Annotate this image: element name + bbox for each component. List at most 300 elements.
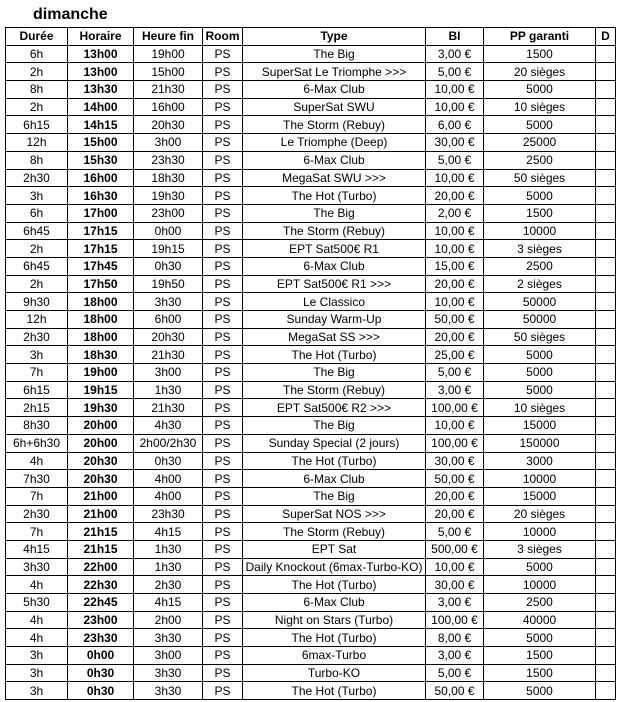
- col-header-bi: BI: [426, 28, 484, 46]
- cell-pp-garanti: 5000: [484, 364, 596, 382]
- table-row: [6, 487, 616, 505]
- cell-type: MegaSat SWU >>>: [243, 169, 426, 187]
- cell-duree: 2h: [6, 63, 68, 81]
- cell-duree: 2h30: [6, 169, 68, 187]
- cell-heure-fin: 2h00/2h30: [134, 434, 203, 452]
- table-row: [6, 540, 616, 558]
- cell-pp-garanti: 15000: [484, 417, 596, 435]
- cell-type: SuperSat NOS >>>: [243, 505, 426, 523]
- cell-heure-fin: 3h00: [134, 364, 203, 382]
- cell-type: The Big: [243, 364, 426, 382]
- cell-pp-garanti: 10000: [484, 523, 596, 541]
- cell-d: [596, 81, 616, 99]
- cell-duree: 3h: [6, 187, 68, 205]
- cell-duree: 3h: [6, 664, 68, 682]
- cell-room: PS: [203, 81, 243, 99]
- cell-duree: 6h: [6, 45, 68, 63]
- cell-d: [596, 275, 616, 293]
- cell-room: PS: [203, 487, 243, 505]
- cell-bi: 3,00 €: [426, 45, 484, 63]
- cell-pp-garanti: 5000: [484, 116, 596, 134]
- cell-room: PS: [203, 470, 243, 488]
- cell-type: EPT Sat500€ R1 >>>: [243, 275, 426, 293]
- cell-horaire: 0h00: [68, 647, 134, 665]
- cell-room: PS: [203, 134, 243, 152]
- cell-d: [596, 151, 616, 169]
- cell-horaire: 18h00: [68, 311, 134, 329]
- cell-d: [596, 558, 616, 576]
- cell-horaire: 20h00: [68, 417, 134, 435]
- cell-type: The Storm (Rebuy): [243, 222, 426, 240]
- cell-room: PS: [203, 151, 243, 169]
- cell-heure-fin: 21h30: [134, 81, 203, 99]
- cell-d: [596, 204, 616, 222]
- cell-heure-fin: 3h00: [134, 647, 203, 665]
- cell-room: PS: [203, 187, 243, 205]
- cell-heure-fin: 1h30: [134, 381, 203, 399]
- cell-bi: 5,00 €: [426, 364, 484, 382]
- cell-type: Daily Knockout (6max-Turbo-KO): [243, 558, 426, 576]
- cell-horaire: 21h00: [68, 487, 134, 505]
- cell-heure-fin: 16h00: [134, 98, 203, 116]
- cell-pp-garanti: 2500: [484, 257, 596, 275]
- cell-horaire: 21h00: [68, 505, 134, 523]
- cell-type: 6-Max Club: [243, 257, 426, 275]
- cell-d: [596, 63, 616, 81]
- cell-pp-garanti: 5000: [484, 187, 596, 205]
- cell-room: PS: [203, 629, 243, 647]
- cell-room: PS: [203, 682, 243, 700]
- cell-d: [596, 116, 616, 134]
- cell-bi: 8,00 €: [426, 629, 484, 647]
- cell-room: PS: [203, 257, 243, 275]
- cell-room: PS: [203, 63, 243, 81]
- table-row: [6, 45, 616, 63]
- cell-bi: 10,00 €: [426, 558, 484, 576]
- table-row: [6, 523, 616, 541]
- cell-bi: 10,00 €: [426, 293, 484, 311]
- cell-d: [596, 540, 616, 558]
- cell-room: PS: [203, 45, 243, 63]
- cell-heure-fin: 23h30: [134, 151, 203, 169]
- cell-horaire: 19h15: [68, 381, 134, 399]
- header-row: [6, 28, 616, 46]
- table-row: [6, 576, 616, 594]
- cell-room: PS: [203, 576, 243, 594]
- cell-pp-garanti: 50000: [484, 293, 596, 311]
- cell-room: PS: [203, 364, 243, 382]
- table-row: [6, 682, 616, 700]
- cell-bi: 5,00 €: [426, 523, 484, 541]
- cell-d: [596, 523, 616, 541]
- cell-duree: 4h: [6, 452, 68, 470]
- cell-type: 6-Max Club: [243, 151, 426, 169]
- cell-type: The Hot (Turbo): [243, 629, 426, 647]
- cell-pp-garanti: 3 sièges: [484, 240, 596, 258]
- cell-d: [596, 470, 616, 488]
- cell-horaire: 15h30: [68, 151, 134, 169]
- cell-type: The Hot (Turbo): [243, 576, 426, 594]
- cell-horaire: 18h30: [68, 346, 134, 364]
- cell-duree: 4h: [6, 611, 68, 629]
- cell-room: PS: [203, 381, 243, 399]
- schedule-table: [5, 27, 616, 700]
- cell-pp-garanti: 1500: [484, 45, 596, 63]
- cell-pp-garanti: 1500: [484, 204, 596, 222]
- table-row: [6, 611, 616, 629]
- cell-bi: 10,00 €: [426, 169, 484, 187]
- cell-heure-fin: 1h30: [134, 558, 203, 576]
- cell-type: 6-Max Club: [243, 81, 426, 99]
- table-row: [6, 346, 616, 364]
- cell-bi: 20,00 €: [426, 328, 484, 346]
- cell-type: Turbo-KO: [243, 664, 426, 682]
- cell-bi: 5,00 €: [426, 664, 484, 682]
- cell-duree: 7h: [6, 364, 68, 382]
- cell-bi: 2,00 €: [426, 204, 484, 222]
- cell-type: Night on Stars (Turbo): [243, 611, 426, 629]
- cell-room: PS: [203, 346, 243, 364]
- cell-horaire: 20h00: [68, 434, 134, 452]
- table-row: [6, 169, 616, 187]
- cell-duree: 5h30: [6, 594, 68, 612]
- cell-d: [596, 240, 616, 258]
- cell-pp-garanti: 5000: [484, 381, 596, 399]
- cell-duree: 3h: [6, 647, 68, 665]
- cell-horaire: 19h00: [68, 364, 134, 382]
- cell-d: [596, 647, 616, 665]
- cell-horaire: 20h30: [68, 470, 134, 488]
- cell-pp-garanti: 2 sièges: [484, 275, 596, 293]
- table-row: [6, 505, 616, 523]
- cell-room: PS: [203, 523, 243, 541]
- cell-d: [596, 452, 616, 470]
- day-title: dimanche: [33, 6, 108, 23]
- cell-pp-garanti: 25000: [484, 134, 596, 152]
- cell-heure-fin: 18h30: [134, 169, 203, 187]
- table-row: [6, 151, 616, 169]
- cell-type: The Hot (Turbo): [243, 682, 426, 700]
- table-row: [6, 222, 616, 240]
- cell-room: PS: [203, 434, 243, 452]
- cell-duree: 6h45: [6, 257, 68, 275]
- cell-heure-fin: 4h15: [134, 523, 203, 541]
- cell-room: PS: [203, 98, 243, 116]
- cell-pp-garanti: 3000: [484, 452, 596, 470]
- table-row: [6, 240, 616, 258]
- cell-bi: 6,00 €: [426, 116, 484, 134]
- table-row: [6, 328, 616, 346]
- cell-bi: 15,00 €: [426, 257, 484, 275]
- col-header-pp-garanti: PP garanti: [484, 28, 596, 46]
- cell-heure-fin: 23h00: [134, 204, 203, 222]
- table-row: [6, 311, 616, 329]
- cell-pp-garanti: 10000: [484, 470, 596, 488]
- cell-duree: 6h+6h30: [6, 434, 68, 452]
- table-row: [6, 399, 616, 417]
- cell-d: [596, 222, 616, 240]
- cell-d: [596, 257, 616, 275]
- cell-pp-garanti: 1500: [484, 664, 596, 682]
- cell-bi: 30,00 €: [426, 576, 484, 594]
- table-row: [6, 381, 616, 399]
- cell-duree: 6h15: [6, 116, 68, 134]
- cell-horaire: 13h00: [68, 45, 134, 63]
- cell-pp-garanti: 5000: [484, 81, 596, 99]
- table-row: [6, 134, 616, 152]
- cell-duree: 7h: [6, 487, 68, 505]
- cell-room: PS: [203, 204, 243, 222]
- cell-bi: 3,00 €: [426, 594, 484, 612]
- cell-duree: 2h30: [6, 505, 68, 523]
- cell-heure-fin: 4h15: [134, 594, 203, 612]
- cell-d: [596, 45, 616, 63]
- cell-horaire: 17h15: [68, 240, 134, 258]
- cell-type: The Big: [243, 487, 426, 505]
- cell-horaire: 22h30: [68, 576, 134, 594]
- cell-heure-fin: 20h30: [134, 116, 203, 134]
- cell-bi: 500,00 €: [426, 540, 484, 558]
- cell-type: 6-Max Club: [243, 470, 426, 488]
- cell-type: Sunday Warm-Up: [243, 311, 426, 329]
- cell-bi: 100,00 €: [426, 434, 484, 452]
- cell-d: [596, 169, 616, 187]
- cell-room: PS: [203, 328, 243, 346]
- cell-room: PS: [203, 275, 243, 293]
- cell-d: [596, 381, 616, 399]
- cell-duree: 3h30: [6, 558, 68, 576]
- cell-horaire: 23h30: [68, 629, 134, 647]
- cell-pp-garanti: 3 sièges: [484, 540, 596, 558]
- cell-room: PS: [203, 611, 243, 629]
- cell-heure-fin: 23h30: [134, 505, 203, 523]
- cell-bi: 50,00 €: [426, 311, 484, 329]
- cell-duree: 6h: [6, 204, 68, 222]
- table-row: [6, 293, 616, 311]
- cell-bi: 10,00 €: [426, 417, 484, 435]
- cell-heure-fin: 4h30: [134, 417, 203, 435]
- table-row: [6, 417, 616, 435]
- cell-duree: 6h15: [6, 381, 68, 399]
- col-header-d: D: [596, 28, 616, 46]
- cell-d: [596, 134, 616, 152]
- cell-bi: 50,00 €: [426, 682, 484, 700]
- cell-room: PS: [203, 505, 243, 523]
- cell-room: PS: [203, 558, 243, 576]
- cell-duree: 2h15: [6, 399, 68, 417]
- cell-pp-garanti: 5000: [484, 346, 596, 364]
- cell-pp-garanti: 15000: [484, 487, 596, 505]
- cell-bi: 50,00 €: [426, 470, 484, 488]
- cell-d: [596, 434, 616, 452]
- cell-pp-garanti: 10000: [484, 576, 596, 594]
- cell-horaire: 0h30: [68, 664, 134, 682]
- cell-room: PS: [203, 417, 243, 435]
- cell-horaire: 16h30: [68, 187, 134, 205]
- cell-d: [596, 629, 616, 647]
- cell-pp-garanti: 10 sièges: [484, 399, 596, 417]
- cell-type: EPT Sat500€ R2 >>>: [243, 399, 426, 417]
- cell-pp-garanti: 2500: [484, 594, 596, 612]
- cell-horaire: 0h30: [68, 682, 134, 700]
- cell-bi: 100,00 €: [426, 611, 484, 629]
- cell-d: [596, 187, 616, 205]
- cell-type: Sunday Special (2 jours): [243, 434, 426, 452]
- cell-heure-fin: 20h30: [134, 328, 203, 346]
- table-row: [6, 81, 616, 99]
- cell-horaire: 17h15: [68, 222, 134, 240]
- cell-horaire: 20h30: [68, 452, 134, 470]
- cell-pp-garanti: 5000: [484, 682, 596, 700]
- cell-bi: 20,00 €: [426, 487, 484, 505]
- cell-pp-garanti: 10000: [484, 222, 596, 240]
- cell-duree: 7h: [6, 523, 68, 541]
- table-row: [6, 63, 616, 81]
- cell-horaire: 19h30: [68, 399, 134, 417]
- cell-bi: 10,00 €: [426, 98, 484, 116]
- cell-heure-fin: 3h30: [134, 629, 203, 647]
- cell-room: PS: [203, 169, 243, 187]
- cell-duree: 7h30: [6, 470, 68, 488]
- cell-d: [596, 576, 616, 594]
- cell-heure-fin: 2h30: [134, 576, 203, 594]
- cell-horaire: 21h15: [68, 540, 134, 558]
- cell-duree: 2h: [6, 275, 68, 293]
- cell-d: [596, 364, 616, 382]
- cell-heure-fin: 19h30: [134, 187, 203, 205]
- cell-heure-fin: 3h30: [134, 664, 203, 682]
- cell-type: 6max-Turbo: [243, 647, 426, 665]
- cell-duree: 2h30: [6, 328, 68, 346]
- cell-type: The Hot (Turbo): [243, 187, 426, 205]
- cell-bi: 5,00 €: [426, 151, 484, 169]
- cell-pp-garanti: 40000: [484, 611, 596, 629]
- cell-room: PS: [203, 664, 243, 682]
- cell-horaire: 15h00: [68, 134, 134, 152]
- cell-duree: 8h: [6, 151, 68, 169]
- table-row: [6, 594, 616, 612]
- cell-duree: 3h: [6, 682, 68, 700]
- cell-d: [596, 399, 616, 417]
- col-header-type: Type: [243, 28, 426, 46]
- cell-room: PS: [203, 452, 243, 470]
- cell-heure-fin: 0h30: [134, 257, 203, 275]
- cell-room: PS: [203, 540, 243, 558]
- cell-d: [596, 98, 616, 116]
- cell-type: The Big: [243, 45, 426, 63]
- cell-pp-garanti: 50 sièges: [484, 169, 596, 187]
- cell-d: [596, 505, 616, 523]
- cell-d: [596, 487, 616, 505]
- table-row: [6, 275, 616, 293]
- cell-d: [596, 328, 616, 346]
- table-row: [6, 364, 616, 382]
- cell-heure-fin: 4h00: [134, 487, 203, 505]
- cell-heure-fin: 21h30: [134, 346, 203, 364]
- cell-type: The Storm (Rebuy): [243, 381, 426, 399]
- cell-heure-fin: 2h00: [134, 611, 203, 629]
- cell-bi: 3,00 €: [426, 381, 484, 399]
- cell-heure-fin: 3h30: [134, 293, 203, 311]
- cell-type: The Hot (Turbo): [243, 346, 426, 364]
- cell-type: Le Triomphe (Deep): [243, 134, 426, 152]
- table-row: [6, 434, 616, 452]
- cell-horaire: 21h15: [68, 523, 134, 541]
- cell-type: The Big: [243, 204, 426, 222]
- cell-heure-fin: 6h00: [134, 311, 203, 329]
- cell-bi: 20,00 €: [426, 275, 484, 293]
- table-row: [6, 98, 616, 116]
- table-row: [6, 204, 616, 222]
- cell-type: SuperSat SWU: [243, 98, 426, 116]
- cell-room: PS: [203, 594, 243, 612]
- cell-pp-garanti: 150000: [484, 434, 596, 452]
- cell-heure-fin: 0h30: [134, 452, 203, 470]
- cell-pp-garanti: 20 sièges: [484, 505, 596, 523]
- cell-d: [596, 417, 616, 435]
- cell-d: [596, 611, 616, 629]
- cell-bi: 20,00 €: [426, 187, 484, 205]
- col-header-duree: Durée: [6, 28, 68, 46]
- cell-bi: 30,00 €: [426, 134, 484, 152]
- cell-type: EPT Sat: [243, 540, 426, 558]
- cell-heure-fin: 19h15: [134, 240, 203, 258]
- cell-pp-garanti: 5000: [484, 629, 596, 647]
- cell-bi: 10,00 €: [426, 222, 484, 240]
- cell-heure-fin: 1h30: [134, 540, 203, 558]
- cell-horaire: 16h00: [68, 169, 134, 187]
- cell-horaire: 18h00: [68, 328, 134, 346]
- table-row: [6, 470, 616, 488]
- cell-horaire: 22h00: [68, 558, 134, 576]
- cell-duree: 4h: [6, 629, 68, 647]
- table-row: [6, 257, 616, 275]
- cell-horaire: 14h15: [68, 116, 134, 134]
- cell-room: PS: [203, 399, 243, 417]
- cell-duree: 4h15: [6, 540, 68, 558]
- table-row: [6, 558, 616, 576]
- cell-type: SuperSat Le Triomphe >>>: [243, 63, 426, 81]
- cell-duree: 2h: [6, 240, 68, 258]
- cell-d: [596, 311, 616, 329]
- cell-duree: 8h: [6, 81, 68, 99]
- col-header-heure-fin: Heure fin: [134, 28, 203, 46]
- cell-bi: 3,00 €: [426, 647, 484, 665]
- cell-heure-fin: 19h00: [134, 45, 203, 63]
- cell-pp-garanti: 10 sièges: [484, 98, 596, 116]
- cell-room: PS: [203, 311, 243, 329]
- cell-heure-fin: 21h30: [134, 399, 203, 417]
- cell-type: The Storm (Rebuy): [243, 116, 426, 134]
- cell-heure-fin: 15h00: [134, 63, 203, 81]
- cell-type: The Big: [243, 417, 426, 435]
- cell-horaire: 17h45: [68, 257, 134, 275]
- cell-room: PS: [203, 240, 243, 258]
- cell-heure-fin: 19h50: [134, 275, 203, 293]
- col-header-horaire: Horaire: [68, 28, 134, 46]
- table-row: [6, 116, 616, 134]
- cell-pp-garanti: 50 sièges: [484, 328, 596, 346]
- cell-bi: 30,00 €: [426, 452, 484, 470]
- cell-bi: 100,00 €: [426, 399, 484, 417]
- cell-room: PS: [203, 293, 243, 311]
- cell-horaire: 14h00: [68, 98, 134, 116]
- cell-room: PS: [203, 222, 243, 240]
- cell-duree: 6h45: [6, 222, 68, 240]
- cell-duree: 9h30: [6, 293, 68, 311]
- cell-duree: 8h30: [6, 417, 68, 435]
- cell-pp-garanti: 2500: [484, 151, 596, 169]
